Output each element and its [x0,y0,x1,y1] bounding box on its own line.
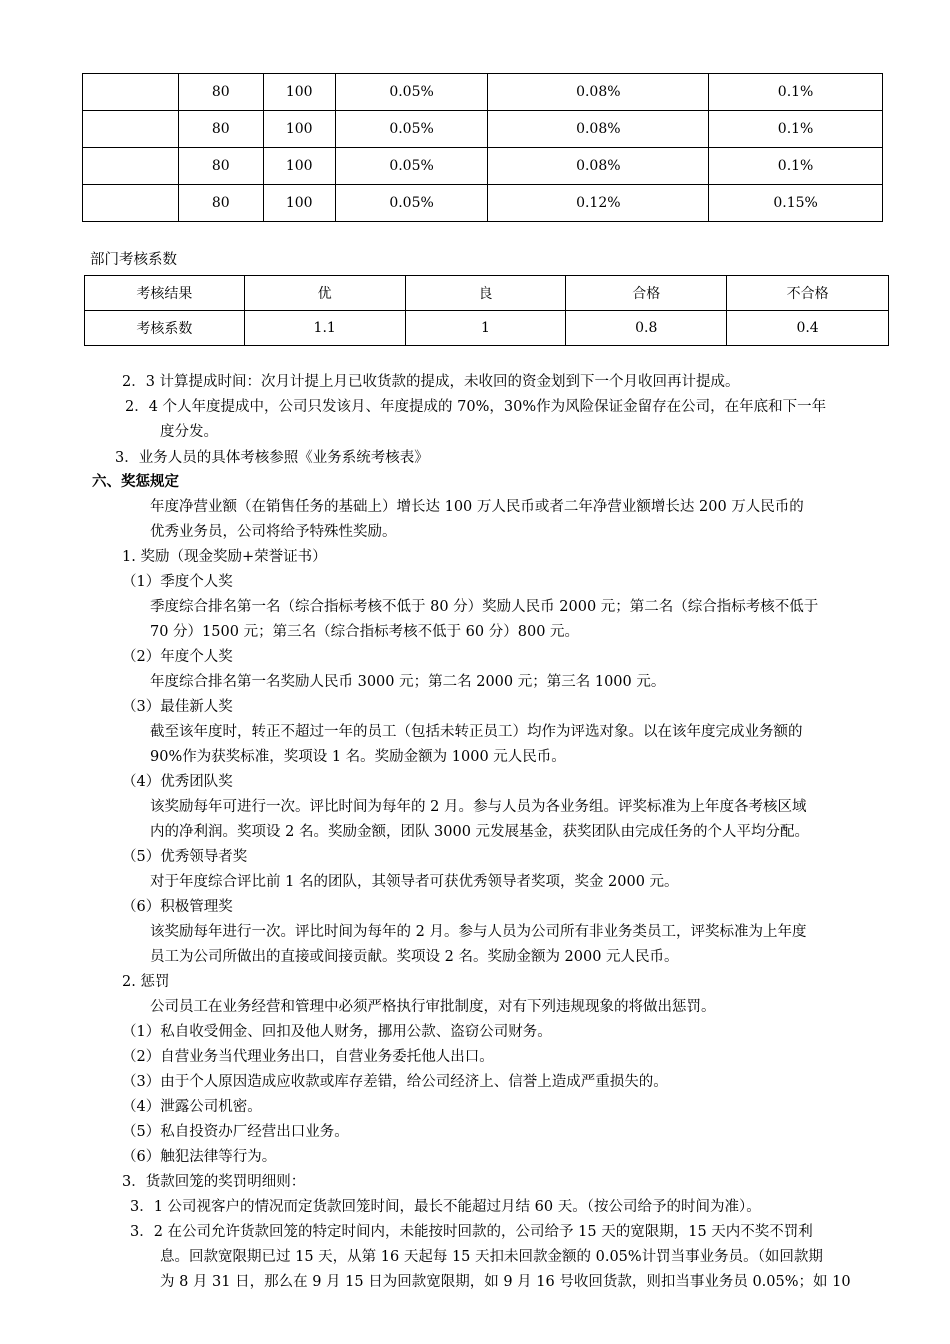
table-caption: 部门考核系数 [90,252,177,268]
table-cell [83,185,179,222]
paragraph-line: 息。回款宽限期已过 15 天，从第 16 天起每 15 天扣未回款金额的 0.05%计罚当事业务员。（如回款期 [160,1249,823,1265]
paragraph-line: （6）触犯法律等行为。 [122,1149,277,1165]
table-cell: 100 [263,148,335,185]
paragraph-line: 内的净利润。奖项设 2 名。奖励金额，团队 3000 元发展基金，获奖团队由完成任务的个人平均分配。 [150,824,810,840]
table-cell: 0.4 [727,311,889,346]
paragraph-line: （5）私自投资办厂经营出口业务。 [122,1124,349,1140]
paragraph-line: （2）年度个人奖 [122,649,233,665]
paragraph-line: 优秀业务员，公司将给予特殊性奖励。 [150,524,397,540]
table-cell: 0.05% [335,111,488,148]
paragraph-line: 为 8 月 31 日，那么在 9 月 15 日为回款宽限期，如 9 月 16 号收回货款，则扣当事业务员 0.05%；如 10 [160,1274,851,1290]
table-cell: 100 [263,74,335,111]
table-cell: 0.08% [488,111,709,148]
table-cell: 0.1% [709,111,883,148]
header-cell: 优 [244,276,405,311]
table-cell [83,148,179,185]
table-cell: 0.05% [335,185,488,222]
table-cell: 0.12% [488,185,709,222]
paragraph-line: （4）泄露公司机密。 [122,1099,262,1115]
table-header-row [85,276,889,311]
table-cell: 80 [178,111,263,148]
paragraph-line: 2. 惩罚 [122,974,170,990]
table-cell [83,111,179,148]
table-cell: 0.8 [566,311,727,346]
table-cell: 100 [263,185,335,222]
paragraph-line: （3）最佳新人奖 [122,699,233,715]
table-cell: 1 [405,311,566,346]
table-cell: 0.08% [488,148,709,185]
paragraph-line: （2）自营业务当代理业务出口，自营业务委托他人出口。 [122,1049,494,1065]
paragraph-line: 对于年度综合评比前 1 名的团队，其领导者可获优秀领导者奖项，奖金 2000 元。 [150,874,679,890]
paragraph-line: （1）季度个人奖 [122,574,233,590]
table-cell: 1.1 [244,311,405,346]
commission-rate-table [82,73,883,222]
table-row [83,185,883,222]
department-coefficient-table [84,275,889,346]
table-cell [83,74,179,111]
table-cell: 0.08% [488,74,709,111]
paragraph-line: （6）积极管理奖 [122,899,233,915]
paragraph-line: 2．4 个人年度提成中，公司只发该月、年度提成的 70%，30%作为风险保证金留存在公司，在年底和下一年 [125,399,827,415]
table-cell: 0.1% [709,148,883,185]
paragraph-line: （3）由于个人原因造成应收款或库存差错，给公司经济上、信誉上造成严重损失的。 [122,1074,668,1090]
header-cell: 不合格 [727,276,889,311]
paragraph-line: 90%作为获奖标准，奖项设 1 名。奖励金额为 1000 元人民币。 [150,749,566,765]
paragraph-line: 年度净营业额（在销售任务的基础上）增长达 100 万人民币或者二年净营业额增长达 200 万人民币的 [150,499,804,515]
paragraph-line: 3．2 在公司允许货款回笼的特定时间内，未能按时回款的，公司给予 15 天的宽限期，15 天内不奖不罚利 [130,1224,813,1240]
table-cell: 0.05% [335,148,488,185]
paragraph-line: 公司员工在业务经营和管理中必须严格执行审批制度，对有下列违规现象的将做出惩罚。 [150,999,716,1015]
table-cell: 0.05% [335,74,488,111]
header-cell: 考核结果 [85,276,245,311]
table-row [85,311,889,346]
paragraph-line: （1）私自收受佣金、回扣及他人财务，挪用公款、盗窃公司财务。 [122,1024,552,1040]
table-row [83,148,883,185]
paragraph-line: 度分发。 [160,424,218,440]
paragraph-line: 3．1 公司视客户的情况而定货款回笼时间，最长不能超过月结 60 天。（按公司给予的时间为准）。 [130,1199,761,1215]
header-cell: 良 [405,276,566,311]
paragraph-line: 3．货款回笼的奖罚明细则： [122,1174,306,1190]
paragraph-line: 3．业务人员的具体考核参照《业务系统考核表》 [115,450,429,466]
table-cell: 考核系数 [85,311,245,346]
paragraph-line: 70 分）1500 元；第三名（综合指标考核不低于 60 分）800 元。 [150,624,580,640]
section-heading: 六、奖惩规定 [92,473,179,490]
table-cell: 80 [178,148,263,185]
paragraph-line: 该奖励每年可进行一次。评比时间为每年的 2 月。参与人员为各业务组。评奖标准为上年度各考核区域 [150,799,807,815]
table-row [83,74,883,111]
table-cell: 0.1% [709,74,883,111]
paragraph-line: （5）优秀领导者奖 [122,849,248,865]
table-row [83,111,883,148]
paragraph-line: 季度综合排名第一名（综合指标考核不低于 80 分）奖励人民币 2000 元；第二名（综合指标考核不低于 [150,599,819,615]
table-cell: 80 [178,185,263,222]
table-cell: 80 [178,74,263,111]
paragraph-line: 员工为公司所做出的直接或间接贡献。奖项设 2 名。奖励金额为 2000 元人民币。 [150,949,679,965]
paragraph-line: 年度综合排名第一名奖励人民币 3000 元；第二名 2000 元；第三名 1000 元。 [150,674,666,690]
paragraph-line: （4）优秀团队奖 [122,774,233,790]
paragraph-line: 1. 奖励（现金奖励+荣誉证书） [122,549,327,565]
paragraph-line: 2．3 计算提成时间：次月计提上月已收货款的提成，未收回的资金划到下一个月收回再计提成。 [122,374,740,390]
paragraph-line: 该奖励每年进行一次。评比时间为每年的 2 月。参与人员为公司所有非业务类员工，评奖标准为上年度 [150,924,807,940]
table-cell: 0.15% [709,185,883,222]
table-cell: 100 [263,111,335,148]
header-cell: 合格 [566,276,727,311]
paragraph-line: 截至该年度时，转正不超过一年的员工（包括未转正员工）均作为评选对象。以在该年度完成业务额的 [150,724,803,740]
